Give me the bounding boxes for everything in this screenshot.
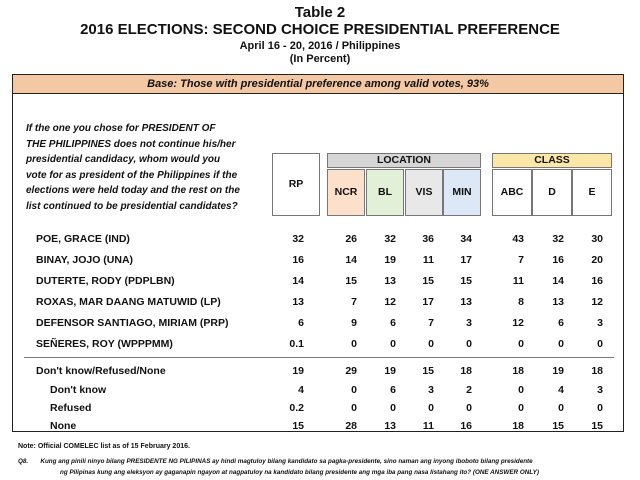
cell-ncr: 0 [351,402,357,414]
col-header-ncr: NCR [327,169,365,216]
col-header-vis: VIS [405,169,443,216]
cell-e: 0 [597,402,603,414]
cell-vis: 17 [422,296,434,308]
question-line: If the one you chose for PRESIDENT OF [26,123,216,134]
cell-ncr: 26 [345,233,357,245]
cell-d: 32 [552,233,564,245]
cell-d: 16 [552,254,564,266]
table-title: 2016 ELECTIONS: SECOND CHOICE PRESIDENTIAL PREFERENCE [80,21,560,38]
cell-vis: 15 [422,275,434,287]
cell-ncr: 14 [345,254,357,266]
cell-abc: 0 [518,402,524,414]
cell-bl: 13 [384,420,396,432]
cell-ncr: 28 [345,420,357,432]
cell-min: 13 [460,296,472,308]
cell-min: 17 [460,254,472,266]
question-text [26,121,266,214]
cell-ncr: 7 [351,296,357,308]
cell-bl: 19 [384,365,396,377]
cell-abc: 18 [512,365,524,377]
cell-d: 19 [552,365,564,377]
cell-bl: 12 [384,296,396,308]
cell-vis: 11 [422,254,434,266]
cell-min: 0 [466,402,472,414]
cell-vis: 0 [428,402,434,414]
cell-min: 0 [466,338,472,350]
cell-abc: 12 [512,317,524,329]
q8-line-2: ng Pilipinas kung ang eleksyon ay gaganapin ngayon at nagpatuloy na kandidato bilang presidente ang mga iba pang nasa listahang ito? (ONE ANSWER ONLY) [60,469,539,476]
cell-bl: 6 [390,384,396,396]
row-separator [24,357,614,358]
cell-ncr: 15 [345,275,357,287]
cell-rp: 15 [292,420,304,432]
cell-ncr: 29 [345,365,357,377]
cell-d: 0 [558,338,564,350]
cell-ncr: 9 [351,317,357,329]
cell-rp: 32 [292,233,304,245]
row-label: DEFENSOR SANTIAGO, MIRIAM (PRP) [36,317,229,329]
col-header-bl: BL [366,169,404,216]
cell-vis: 36 [422,233,434,245]
group-header-class: CLASS [492,153,612,168]
col-header-abc: ABC [492,169,532,216]
q8-prefix: Q8. [18,458,29,465]
cell-abc: 18 [512,420,524,432]
cell-abc: 0 [518,384,524,396]
group-header-location: LOCATION [327,153,481,168]
cell-d: 0 [558,402,564,414]
cell-min: 15 [460,275,472,287]
cell-bl: 0 [390,338,396,350]
survey-date: April 16 - 20, 2016 / Philippines [239,40,401,52]
q8-text-1: Kung ang pinili ninyo bilang PRESIDENTE NG PILIPINAS ay hindi magtuloy bilang kandidato sa pagka-presidente, sino naman ang inyong iboboto bilang presidente [40,458,533,465]
col-header-min: MIN [443,169,481,216]
cell-d: 4 [558,384,564,396]
cell-rp: 13 [292,296,304,308]
row-label: Don't know/Refused/None [36,365,166,377]
cell-d: 14 [552,275,564,287]
cell-ncr: 0 [351,384,357,396]
cell-bl: 13 [384,275,396,287]
cell-rp: 19 [292,365,304,377]
base-band: Base: Those with presidential preference among valid votes, 93% [13,75,623,94]
cell-bl: 6 [390,317,396,329]
sub-row-label: Refused [50,402,92,414]
cell-abc: 43 [512,233,524,245]
cell-e: 0 [597,338,603,350]
q8-line-1 [18,458,533,465]
cell-rp: 4 [298,384,304,396]
cell-min: 34 [460,233,472,245]
cell-rp: 0.2 [289,402,304,414]
sub-row-label: None [50,420,77,432]
cell-min: 18 [460,365,472,377]
cell-d: 13 [552,296,564,308]
cell-abc: 7 [518,254,524,266]
cell-e: 20 [591,254,603,266]
question-line: elections were held today and the rest on the [26,185,240,196]
col-header-rp: RP [272,153,320,216]
cell-vis: 0 [428,338,434,350]
sub-row-label: Don't know [50,384,107,396]
col-header-d: D [532,169,572,216]
footnote: Note: Official COMELEC list as of 15 February 2016. [18,443,190,450]
cell-rp: 0.1 [289,338,304,350]
cell-min: 2 [466,384,472,396]
cell-e: 30 [591,233,603,245]
cell-rp: 6 [298,317,304,329]
cell-rp: 16 [292,254,304,266]
cell-e: 15 [591,420,603,432]
question-line: presidential candidacy, whom would you [26,154,221,165]
cell-vis: 11 [422,420,434,432]
row-label: DUTERTE, RODY (PDPLBN) [36,275,175,287]
cell-vis: 3 [428,384,434,396]
cell-abc: 11 [512,275,524,287]
unit-label: (In Percent) [289,53,351,65]
cell-d: 15 [552,420,564,432]
cell-bl: 32 [384,233,396,245]
question-line: vote for as president of the Philippines if the [26,169,238,181]
row-label: SEÑERES, ROY (WPPPMM) [36,338,173,350]
cell-min: 16 [460,420,472,432]
cell-abc: 8 [518,296,524,308]
cell-vis: 15 [422,365,434,377]
question-line: THE PHILIPPINES does not continue his/her [26,138,236,150]
col-header-e: E [572,169,612,216]
cell-e: 3 [597,384,603,396]
cell-rp: 14 [292,275,304,287]
row-label: BINAY, JOJO (UNA) [36,254,134,266]
row-label: ROXAS, MAR DAANG MATUWID (LP) [36,296,221,308]
cell-e: 16 [591,275,603,287]
question-line: list continued to be presidential candidates? [26,200,238,212]
cell-ncr: 0 [351,338,357,350]
cell-abc: 0 [518,338,524,350]
cell-e: 3 [597,317,603,329]
cell-vis: 7 [428,317,434,329]
row-label: POE, GRACE (IND) [36,233,130,245]
cell-min: 3 [466,317,472,329]
table-number: Table 2 [294,4,346,21]
cell-bl: 0 [390,402,396,414]
cell-e: 12 [591,296,603,308]
cell-e: 18 [591,365,603,377]
cell-d: 6 [558,317,564,329]
cell-bl: 19 [384,254,396,266]
